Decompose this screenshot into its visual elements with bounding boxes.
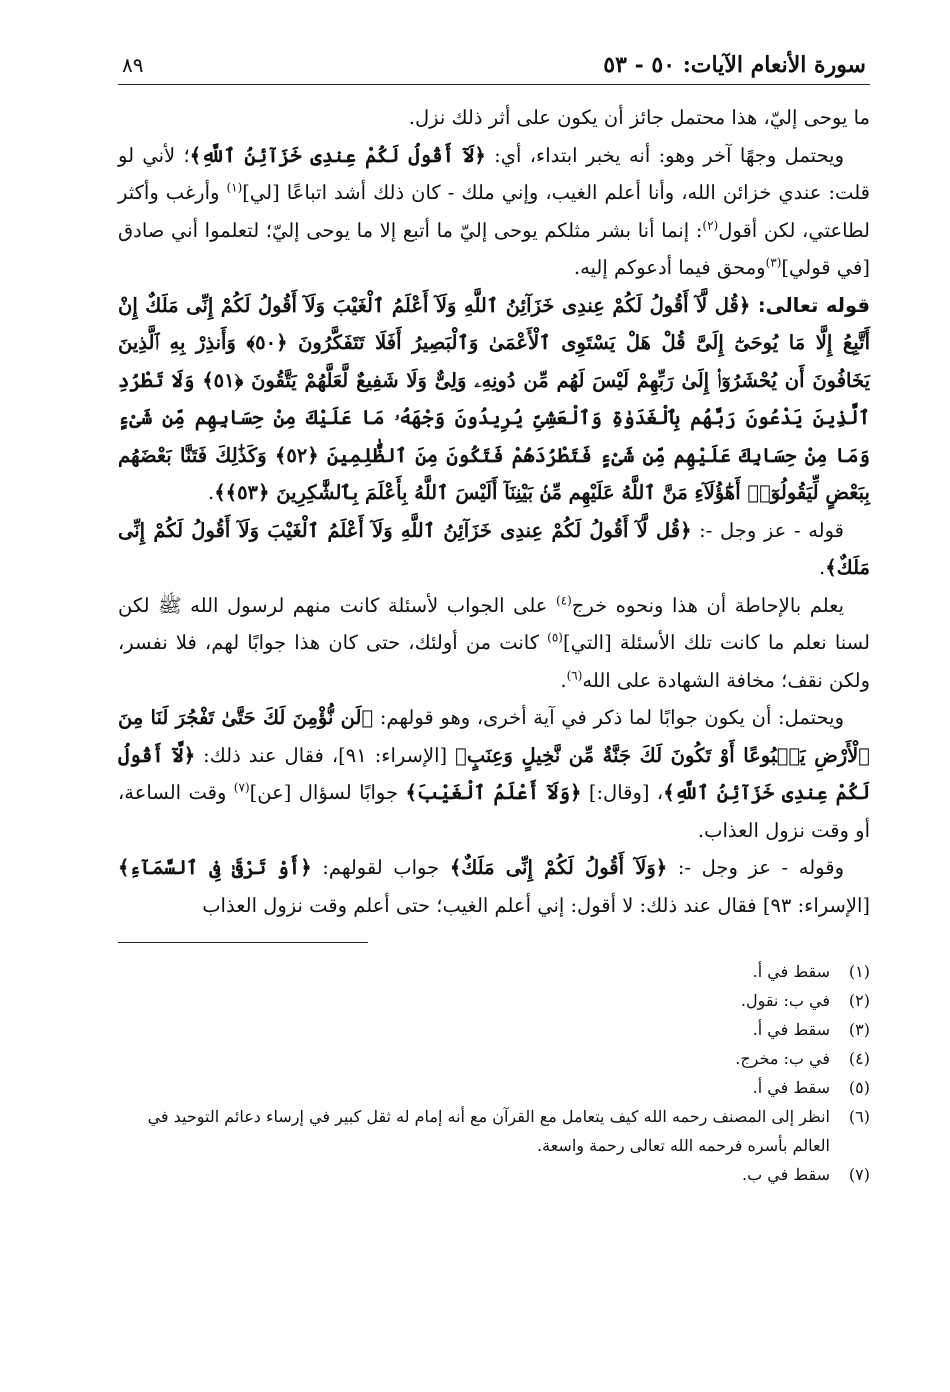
text-segment: على الجواب لأسئلة كانت منهم لرسول الله ﷺ لكن لسنا نعلم ما كانت تلك الأسئلة [التي] <box>118 593 870 654</box>
quran-verse: ﴿قُل لَّآ أَقُولُ لَكُمْ عِندِى خَزَآئِنُ ٱللَّهِ وَلَآ أَعْلَمُ ٱلْغَيْبَ وَلَآ أَقُولُ لَكُمْ إِنِّى مَلَكٌ إِنْ أَتَّبِعُ إِلَّا مَا يُوحَىٰٓ إِلَىَّ قُلْ هَلْ يَسْتَوِى ٱلْأَعْمَىٰ وَٱلْبَصِيرُ أَفَلَا تَتَفَكَّرُونَ ﴿٥٠﴾ وَأَنذِرْ بِهِ ٱلَّذِينَ يَخَافُونَ أَن يُحْشَرُوٓا۟ إِلَىٰ رَبِّهِمْ لَيْسَ لَهُم مِّن دُونِهِۦ وَلِىٌّ وَلَا شَفِيعٌ لَّعَلَّهُمْ يَتَّقُونَ ﴿٥١﴾ وَلَا تَطْرُدِ ٱلَّذِينَ يَدْعُونَ رَبَّهُم بِٱلْغَدَوٰةِ وَٱلْعَشِىِّ يُرِيدُونَ وَجْهَهُۥ مَا عَلَيْكَ مِنْ حِسَابِهِم مِّن شَىْءٍ وَمَا مِنْ حِسَابِكَ عَلَيْهِم مِّن شَىْءٍ فَتَطْرُدَهُمْ فَتَكُونَ مِنَ ٱلظَّٰلِمِينَ ﴿٥٢﴾ وَكَذَٰلِكَ فَتَنَّا بَعْضَهُم بِبَعْضٍ لِّيَقُولُوٓا۟ أَهَٰٓؤُلَآءِ مَنَّ ٱللَّهُ عَلَيْهِم مِّنۢ بَيْنِنَآ أَلَيْسَ ٱللَّهُ بِأَعْلَمَ بِٱلشَّٰكِرِينَ ﴿٥٣﴾﴾ <box>118 293 871 504</box>
footnote-ref: (٥) <box>547 630 563 645</box>
text-segment: . <box>208 481 215 504</box>
text-segment: ؛ لأني لو قلت: عندي خزائن الله، وأنا أعلم الغيب، وإني ملك - كان ذلك أشد اتباعًا [لي] <box>118 143 870 204</box>
footnote-text: في ب: نقول. <box>740 991 830 1010</box>
footnote <box>118 1015 870 1044</box>
text-segment: قوله - عز وجل -: <box>691 518 844 542</box>
footnote <box>118 1160 870 1189</box>
quran-verse: ﴿وَلَآ أَعْلَمُ ٱلْغَيْبَ﴾ <box>405 781 582 804</box>
paragraph <box>118 512 870 587</box>
footnote-ref: (٣) <box>765 255 782 270</box>
paragraph <box>118 99 870 137</box>
text-segment: جوابًا لسؤال [عن] <box>249 781 406 804</box>
text-segment: جواب لقولهم: <box>311 856 450 879</box>
footnote <box>118 986 870 1015</box>
footnote-ref: (٧) <box>233 780 250 795</box>
section-lead: قوله تعالى: <box>750 293 871 317</box>
paragraph <box>118 699 870 849</box>
text-segment: ويحتمل: أن يكون جوابًا لما ذكر في آية أخرى، وهو قولهم: <box>373 706 844 729</box>
text-segment: [الإسراء: ٩١]، فقال عند ذلك: <box>195 743 456 767</box>
text-segment: وقوله - عز وجل -: <box>667 856 844 879</box>
text-segment: ، [وقال:] <box>581 781 664 804</box>
footnote-ref: (١) <box>226 180 243 195</box>
text-segment: وقت الساعة، أو وقت نزول العذاب. <box>118 781 870 842</box>
text-segment: وأرغب وأكثر لطاعتي، لكن أقول <box>118 181 870 242</box>
footnote-text: في ب: مخرج. <box>735 1049 830 1068</box>
footnote-number: (٣) <box>848 1020 870 1039</box>
footnote-number: (٢) <box>848 991 870 1010</box>
footnote-ref: (٢) <box>702 218 719 232</box>
footnote <box>118 1044 870 1073</box>
footnote-text: سقط في أ. <box>752 962 830 981</box>
footnote-text: سقط في ب. <box>742 1165 830 1184</box>
paragraph <box>118 137 870 287</box>
footnote <box>118 1102 870 1160</box>
footnotes <box>118 957 870 1189</box>
footnote-text: سقط في أ. <box>752 1020 830 1039</box>
footnote-ref: (٦) <box>566 668 583 682</box>
running-header <box>118 52 870 85</box>
footnote-text: سقط في أ. <box>752 1078 830 1097</box>
footnote <box>118 1073 870 1102</box>
quran-verse: ﴿قُل لَّآ أَقُولُ لَكُمْ عِندِى خَزَآئِنُ ٱللَّهِ وَلَآ أَعْلَمُ ٱلْغَيْبَ وَلَآ أَقُولُ لَكُمْ إِنِّى مَلَكٌ﴾ <box>118 518 870 579</box>
quran-verse: ﴿لَن نُّؤْمِنَ لَكَ حَتَّىٰ تَفْجُرَ لَنَا مِنَ ٱلْأَرْضِ يَنۢبُوعًا أَوْ تَكُونَ لَكَ جَنَّةٌ مِّن نَّخِيلٍ وَعِنَبٍ﴾ <box>118 706 871 767</box>
quran-verse: ﴿لَآ أَقُولُ لَكُمْ عِندِى خَزَآئِنُ ٱللَّهِ﴾ <box>189 143 486 167</box>
text-segment: . <box>819 556 826 579</box>
paragraph <box>118 287 870 512</box>
quran-verse: ﴿وَلَآ أَقُولُ لَكُمْ إِنِّى مَلَكٌ﴾ <box>449 856 668 879</box>
book-page <box>118 52 870 1189</box>
footnote-ref: (٤) <box>555 593 572 607</box>
page-number: ٨٩ <box>122 53 144 77</box>
footnote-text: انظر إلى المصنف رحمه الله كيف يتعامل مع القرآن مع أنه إمام له ثقل كبير في إرساء دعائم التوحيد في العالم بأسره فرحمه الله تعالى رحمة واسعة. <box>147 1107 830 1155</box>
main-text <box>118 99 870 924</box>
footnote <box>118 957 870 986</box>
text-segment: ومحق فيما أدعوكم إليه. <box>573 256 766 279</box>
header-title: سورة الأنعام الآيات: ٥٠ - ٥٣ <box>603 52 866 78</box>
paragraph <box>118 587 870 700</box>
text-segment: : إنما أنا بشر مثلكم يوحى إليّ ما أتبع إلا ما يوحى إليّ؛ لتعلموا أني صادق [في قولي] <box>118 218 870 279</box>
footnote-number: (١) <box>848 962 870 981</box>
footnote-number: (٦) <box>848 1107 870 1126</box>
footnote-number: (٤) <box>848 1049 870 1068</box>
footnote-separator <box>118 942 368 943</box>
quran-verse: ﴿لَّآ أَقُولُ لَكُمْ عِندِى خَزَآئِنُ ٱللَّهِ﴾ <box>118 743 870 804</box>
text-segment: ما يوحى إليّ، هذا محتمل جائز أن يكون على أثر ذلك نزل. <box>408 106 870 129</box>
text-segment: . <box>560 668 567 692</box>
footnote-number: (٥) <box>848 1078 870 1097</box>
text-segment: ويحتمل وجهًا آخر وهو: أنه يخبر ابتداء، أي: <box>485 143 844 167</box>
text-segment: يعلم بالإحاطة أن هذا ونحوه خرج <box>571 593 844 617</box>
text-segment: كانت من أولئك، حتى كان هذا جوابًا لهم، فلا نفسر، ولكن نقف؛ مخافة الشهادة على الله <box>118 631 870 692</box>
text-segment: [الإسراء: ٩٣] فقال عند ذلك: لا أقول: إني أعلم الغيب؛ حتى أعلم وقت نزول العذاب <box>202 893 870 917</box>
footnote-number: (٧) <box>848 1165 870 1184</box>
paragraph <box>118 849 870 924</box>
quran-verse: ﴿أَوْ تَرْقَىٰ فِى ٱلسَّمَآءِ﴾ <box>118 856 312 879</box>
